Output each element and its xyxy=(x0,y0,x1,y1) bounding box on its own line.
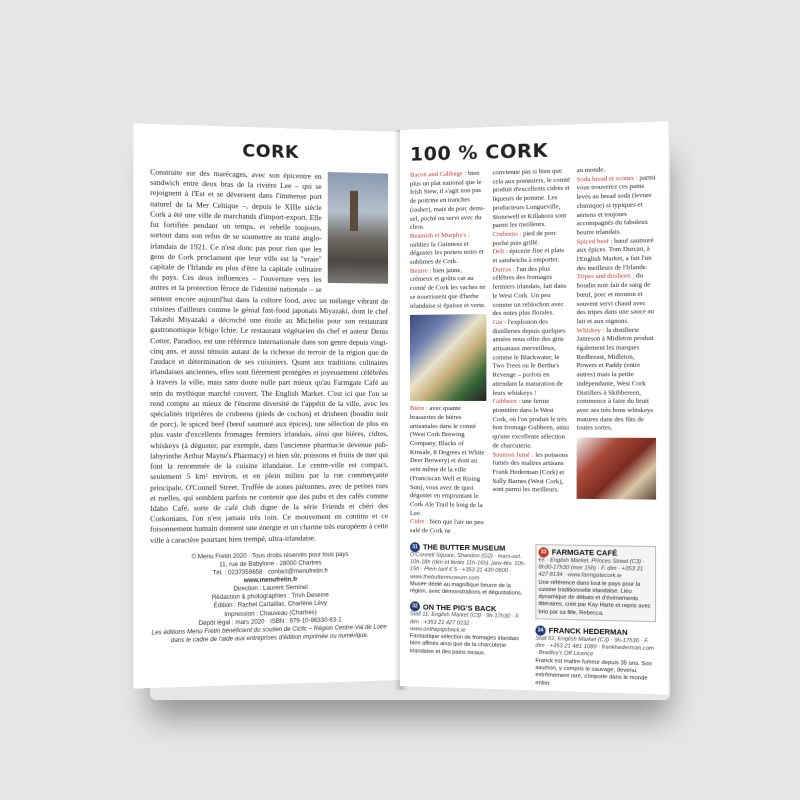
glossary-entry xyxy=(492,451,570,496)
address-details: €€ · English Market, Princes Street (C3) · 8h30-17h30 (mer 15h) · F. dim · +353 21 427 8134 · www.farmgatecork.ie xyxy=(538,557,645,580)
glossary-term: Cidre : xyxy=(409,518,430,526)
glossary-entry xyxy=(577,273,656,328)
glossary-definition: bien jaune, crémeux et goûtu car au comté de Cork les vaches ne se nourrissent que d'herbe irlandaise si épaisse et verte. xyxy=(409,266,486,310)
glossary-term: Crubeens : xyxy=(492,230,524,239)
address-name: FRANCK HEDERMAN xyxy=(548,625,628,638)
glossary-definition: convienne pas si bien que cela aux pommiers, le comté produit d'excellents cidres et liqueurs de pomme. Les producteurs Longueville, Stonewell et Killahora sont parmi les meilleurs. xyxy=(492,167,571,230)
address-entry xyxy=(535,544,656,622)
glossary-entry xyxy=(492,318,570,398)
glossary-term: Gubbeen : xyxy=(492,398,522,406)
glossary-entry xyxy=(410,266,486,311)
map-pin-icon: 34 xyxy=(535,625,545,635)
glossary-column-1 xyxy=(410,170,486,537)
address-name: ON THE PIG'S BACK xyxy=(422,602,497,613)
glossary-entry xyxy=(577,174,656,238)
page-title: CORK xyxy=(242,141,299,164)
glossary-entry xyxy=(577,237,656,274)
map-pin-icon: 31 xyxy=(410,542,420,552)
glossary-definition: bien que l'air un peu salé de Cork ne xyxy=(409,518,484,535)
glossary-definition: bœuf saumuré aux épices. Tom Durcan, à l'English Market, a fait l'un des meilleurs de l'Irlande. xyxy=(576,236,654,272)
glossary-entry xyxy=(492,398,570,451)
right-page xyxy=(400,121,669,694)
glossary-definition: pied de porc poché puis grillé. xyxy=(492,229,557,247)
glossary-definition: parmi vous trouverez ces pains levés au bread soda (levure chimique) si typiques et aériens et toujours accompagnés du fabuleux beurre irlandais. xyxy=(576,173,656,237)
glossary-term: Beamish et Murphy's : xyxy=(409,231,470,240)
glossary-definition: épicerie fine et plats et sandwichs à emporter. xyxy=(492,247,564,265)
glossary-entry xyxy=(410,405,486,519)
glossary-definition: l'explosion des distilleries depuis quelques années nous offre des gins artisanaux merveilleux, comme le Blackwater, le Two Trees ou le Bertha's Revenge – parfois en attendant la maturation de leurs whiskeys ! xyxy=(492,318,566,397)
glossary-definition: une ferme pionnière dans le West Cork, où l'on produit le très bon fromage Gubbeen, ainsi qu'une excellente sélection de charcuterie. xyxy=(492,398,570,450)
glossary-entry xyxy=(492,229,570,248)
address-column-2 xyxy=(535,544,656,695)
address-list xyxy=(410,542,656,695)
glossary-term: Gin : xyxy=(492,318,508,327)
glossary-entry xyxy=(577,326,656,434)
product-photo xyxy=(410,314,486,401)
colophon: © Menu Fretin 2020 · Tous droits réservés pour tous pays 11, rue de Babylone · 28000 Chartres Tél. : 0237359658 · contact@menufretin.fr www.menufretin.fr Direction : Laurent Seminel Rédaction & photographies : Trish Deseine Édition : Rachel Cartaillac, Charlène Lévy Impression : Chauveau (Chartres) Dépôt légal : mars 2020 · ISBN : 979-10-96330-63-1 Les éditions Menu Fretin bénéficient du soutien de Ciclic – Région Centre-Val de Loire dans le cadre de l'aide aux entreprises d'édition imprimée ou numérique. xyxy=(151,551,387,645)
address-description: Musée dédié au magnifique beurre de la région, avec démonstrations et dégustations. xyxy=(409,581,523,597)
glossary-term: Whiskey : xyxy=(576,326,607,335)
glossary-term: Soda bread et scones : xyxy=(576,174,640,184)
glossary-term: Deli : xyxy=(492,248,510,256)
glossary-definition: la distillerie Jameson à Midleton produit également les marques Redbreast, Midleton, Powers et Paddy (entre autres) mais la petite indépendante, West Cork Distillers à Skibbereen, commence à faire du bruit avec ses très bons whiskeys matures dans des fûts de toutes sortes. xyxy=(576,326,654,432)
glossary-column-3 xyxy=(577,165,656,540)
address-details: O'Connell Square, Shandon (G2) · mars-oct. 10h-18h (dim et fériés 11h-16h), janv-fév. 10h-15h · Plein tarif € 5 · +353 21 430 0600 · www.thebuttermuseum.com xyxy=(409,551,526,582)
glossary-term: Durrus : xyxy=(492,265,517,274)
glossary-definition: les poissons fumés des maîtres artisans Frank Hederman (Cork) et Sally Barnes (West Cork), sont parmi les meilleurs. xyxy=(492,451,568,494)
glossary-entry xyxy=(492,167,570,231)
glossary-entry xyxy=(410,170,486,233)
glossary-definition: au monde. xyxy=(576,166,606,175)
glossary-column-2 xyxy=(492,167,570,538)
left-page xyxy=(133,123,402,688)
address-details: Stall 51, English Market (C3) · 9h-17h30 · F. dim · +353 21 481 1089 · frankhederman.com · Bradley's Off Licence xyxy=(535,635,654,658)
glossary-entry xyxy=(410,519,486,538)
glossary-entry xyxy=(492,265,570,319)
glossary-term: Saumon fumé : xyxy=(492,450,536,459)
glossary-term: Beurre : xyxy=(409,267,434,275)
cork-street-photo xyxy=(328,172,388,284)
map-pin-icon: 32 xyxy=(410,602,420,612)
glossary-term: Tripes and drisheen : xyxy=(576,272,636,281)
address-description: Franck est maître fumeur depuis 35 ans. Son saumon, y compris le sauvage, devenu extrêmement rare, s'importe dans le monde entier. xyxy=(535,657,652,687)
address-entry xyxy=(410,602,527,659)
glossary-definition: l'un des plus célèbres des fromages fermiers irlandais, fait dans le West Cork. Un peu comme un reblochon avec des notes plus florales. xyxy=(492,265,567,318)
section-title: 100 % CORK xyxy=(409,139,549,166)
address-details: Stall 11, English Market (C3) · 9h-17h30 · F. dim · +353 21 427 0232 · www.onthepigsback.ie xyxy=(409,611,520,634)
intro-text: Construite sur des marécages, avec son épicentre en sandwich entre deux bras de la rivière Lee – qui se rejoignent à l'Est et se déversent dans l'immense port naturel de la Mer Celtique –, depuis le XIIIe siècle Cork a été une ville de marchands d'import-export. Elle fut fortifiée pendant un temps, et rebelle toujours, surtout dans son refus de se soumettre au traité anglo-irlandais de 1921. Ce n'est donc pas pour rien que les gens de Cork proclament que leur ville est la "vraie" capitale de l'Irlande en plus d'être la capitale culinaire du pays. Ces deux influences – l'ouverture vers les autres et la protection féroce de l'identité nationale – se sentent encore aujourd'hui dans la culture food, avec un mélange vibrant de cuisines d'ailleurs comme le génial fast-food japonais Miyazaki, dont le chef Takashi Miyazaki a décroché une étoile au Michelin pour son restaurant gastronomique Ichigo Ichie. Le restaurant végétarien du chef et auteur Denis Cotter, Paradiso, est une référence internationale dans son genre depuis vingt-cinq ans, et aussi témoin autant de la richesse du terroir de la région que de l'audace et détermination de ses cuisiniers. Quant aux traditions culinaires irlandaises anciennes, elles sont fièrement protégées et joyeusement célébrées à travers la ville, mais sans doute nulle part mieux qu'au Farmgate Café au sein du mythique marché couvert, The English Market. C'est ici que l'on se rend compte au mieux de l'énorme diversité de l'appétit de la ville, avec les spécialités triprières de crubeens (pieds de cochon) et drisheen (boudin noir de porc), le spiced beef (bœuf saumuré aux épices), une sélection de plus en plus vaste d'excellents fromages fermiers irlandais, ainsi que bières, cidres, whiskeys (à déguster, par exemple, dans l'ancienne pharmacie devenue pub-labyrinthe Arthur Mayne's Pharmacy) et bien sûr, poissons et fruits de mer qui font la renommée de la cuisine irlandaise. Le centre-ville est compact, seulement 5 km² environ, et en plein milieu par la rue commerçante principale, O'Connell Street. Truffée de zones piétonnes, avec de petites rues et ruelles, qui semblent parfois ne contenir que des pubs et des cafés comme Idaho Café, sorte de café club digne de la série Friends et chéri des Corkonians, l'on n'est jamais très loin. Ce mouvement en continu et ce foisonnement humain donnent une énergie et un charme très européens à cette ville à caractère pourtant bien trempé, ultra-irlandaise. xyxy=(150,167,389,545)
glossary-definition: du boudin noir fait de sang de bœuf, porc et mouton et souvent servi chaud avec des tripes dans une sauce au lait et aux oignons. xyxy=(576,272,655,326)
glossary-entry xyxy=(410,231,486,267)
glossary-definition: oubliez la Guinness et dégustez les porters noirs et sublimes de Cork. xyxy=(409,240,484,266)
glossary-term: Bacon and Cabbage : xyxy=(409,170,469,179)
address-entry xyxy=(535,625,656,691)
glossary-term: Bière : xyxy=(409,405,430,413)
glossary-entry xyxy=(492,247,570,266)
glossary-definition: bien plus un plat national que le Irish Stew, il s'agit non pas de poitrine en tranches (rasher), mais de porc demi-sel, poché ou servi avec du chou. xyxy=(409,169,485,232)
address-entry xyxy=(410,542,527,598)
address-name: THE BUTTER MUSEUM xyxy=(422,542,506,553)
address-name: FARMGATE CAFÉ xyxy=(551,547,618,558)
glossary-definition: avec quante brasseries de bières artisanales dans le comté (West Cork Brewing Company, Blacks of Kinsale, 8 Degrees et White Deer Brewery) et dont au sein même de la ville (Franciscan Well et Rising Sun), vous avez de quoi déguster en empruntant le Cork Ale Trail le long de la Lee. xyxy=(409,405,485,517)
glossary-columns xyxy=(410,165,656,540)
map-pin-icon: 33 xyxy=(538,547,548,557)
address-description: Fantastique sélection de fromages irlandais bien affinés ainsi que de la charcuterie irlandaise et des pains locaux. xyxy=(409,633,519,657)
address-column-1 xyxy=(410,542,527,693)
address-description: Une référence dans tout le pays pour la cuisine traditionnelle irlandaise. Lieu dynamique de débats et d'événements littéraires, créé par Kay Harte et repris avec brio par sa fille, Rebecca. xyxy=(538,579,651,617)
product-photo xyxy=(577,438,656,500)
glossary-term: Spiced beef : xyxy=(576,237,615,246)
